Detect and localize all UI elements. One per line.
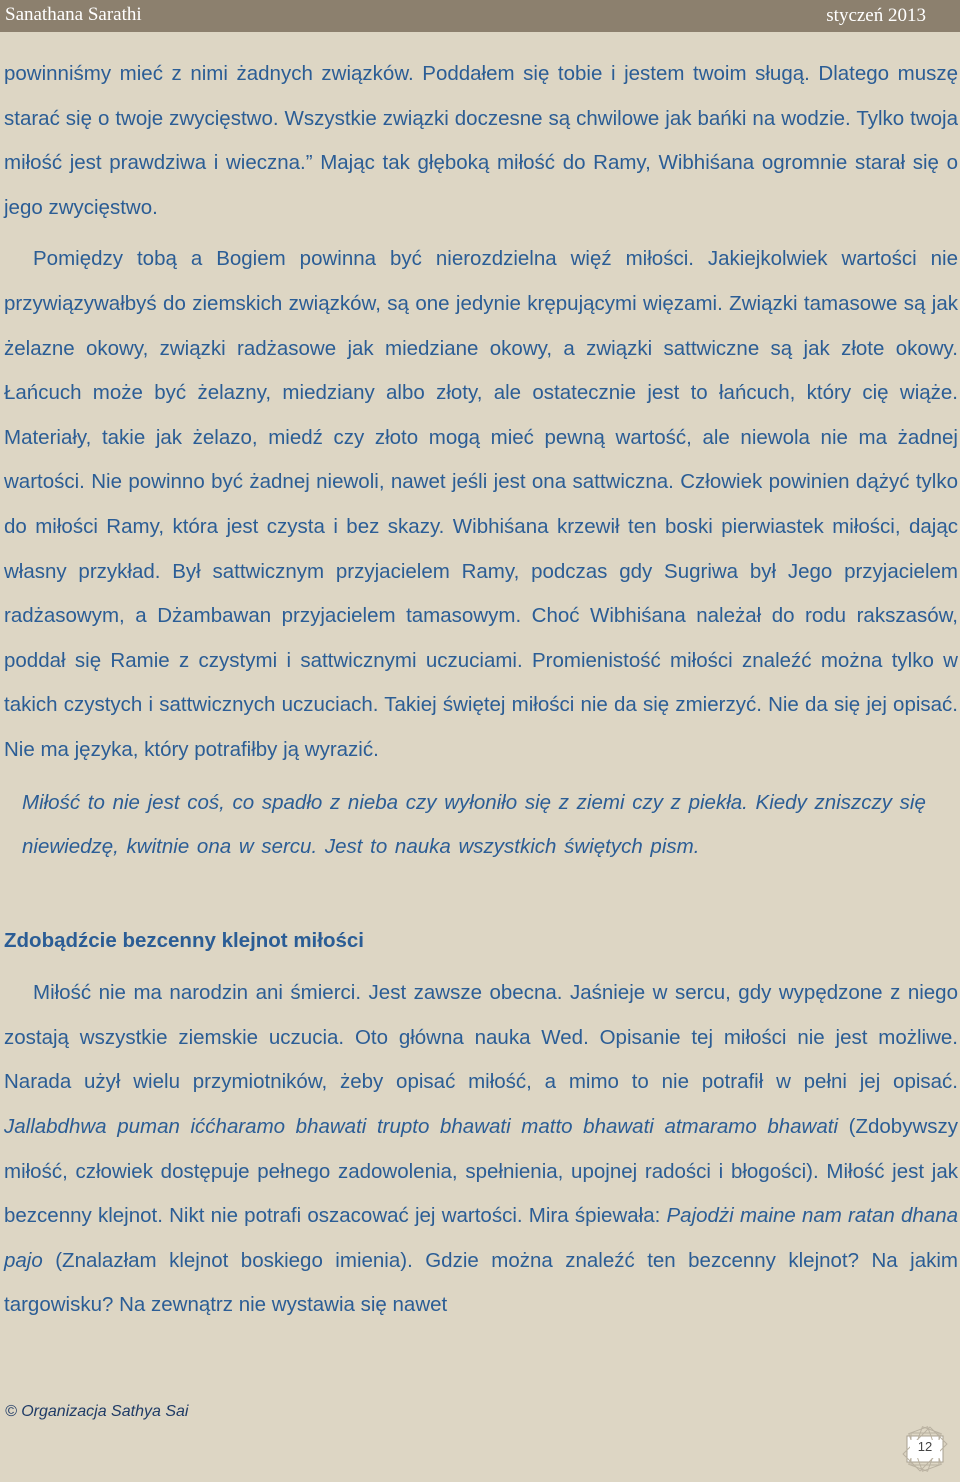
magazine-title: Sanathana Sarathi	[5, 4, 142, 25]
paragraph-3-part-a: Miłość nie ma narodzin ani śmierci. Jest zawsze obecna. Jaśnieje w sercu, gdy wypędzone z niego zostają wszystkie ziemskie uczucia. Oto główna nauka Wed. Opisanie tej miłości nie jest możliwe. Narada użył wielu przymiotników, żeby opisać miłość, a mimo to nie potrafił w pełni jej opisać.	[4, 981, 958, 1094]
quote-line-2: niewiedzę, kwitnie ona w sercu. Jest to nauka wszystkich świętych pism.	[22, 835, 700, 859]
page-header	[0, 0, 960, 32]
copyright-notice: © Organizacja Sathya Sai	[5, 1403, 189, 1420]
paragraph-2: Pomiędzy tobą a Bogiem powinna być nierozdzielna więź miłości. Jakiejkolwiek wartości nie przywiązywałbyś do ziemskich związków, są one jedynie krępującymi więzami. Związki tamasowe są jak żelazne okowy, związki radżasowe jak miedziane okowy, a związki sattwiczne są jak złote okowy. Łańcuch może być żelazny, miedziany albo złoty, ale ostatecznie jest to łańcuch, który cię wiąże. Materiały, takie jak żelazo, miedź czy złoto mogą mieć pewną wartość, ale niewola nie ma żadnej wartości. Nie powinno być żadnej niewoli, nawet jeśli jest ona sattwiczna. Człowiek powinien dążyć tylko do miłości Ramy, która jest czysta i bez skazy. Wibhiśana krzewił ten boski pierwiastek miłości, dając własny przykład. Był sattwicznym przyjacielem Ramy, podczas gdy Sugriwa był Jego przyjacielem radżasowym, a Dżambawan przyjacielem tamasowym. Choć Wibhiśana należał do rodu rakszasów, poddał się Ramie z czystymi i sattwicznymi uczuciami. Promienistość miłości znaleźć można tylko w takich czystych i sattwicznych uczuciach. Takiej świętej miłości nie da się zmierzyć. Nie da się jej opisać. Nie ma języka, który potrafiłby ją wyrazić.	[4, 247, 958, 761]
paragraph-3	[4, 971, 958, 1328]
quote-line-1: Miłość to nie jest coś, co spadło z nieba czy wyłoniło się z ziemi czy z piekła. Kiedy zniszczy się	[22, 790, 926, 814]
paragraph-3-part-c: (Znalazłam klejnot boskiego imienia). Gdzie można znaleźć ten bezcenny klejnot? Na jakim targowisku? Na zewnątrz nie wystawia się nawet	[4, 1248, 958, 1317]
article-body	[4, 52, 958, 1328]
sanskrit-verse: Jallabdhwa puman iććharamo bhawati trupto bhawati matto bhawati atmaramo bhawati	[4, 1115, 839, 1139]
issue-date: styczeń 2013	[826, 5, 926, 26]
paragraph-3-part-b: (Zdobywszy miłość, człowiek dostępuje pełnego zadowolenia, spełnienia, upojnej radości i błogości). Miłość jest jak bezcenny klejnot. Nikt nie potrafi oszacować jej wartości. Mira śpiewała:	[4, 1115, 958, 1228]
page-number-badge	[897, 1424, 953, 1474]
paragraph-1: powinniśmy mieć z nimi żadnych związków. Poddałem się tobie i jestem twoim sługą. Dlatego muszę starać się o twoje zwycięstwo. Wszystkie związki doczesne są chwilowe jak bańki na wodzie. Tylko twoja miłość jest prawdziwa i wieczna.” Mając tak głęboką miłość do Ramy, Wibhiśana ogromnie starał się o jego zwycięstwo.	[4, 62, 958, 219]
poem-quote	[4, 781, 958, 870]
page-number: 12	[917, 1439, 933, 1454]
song-quote: Pajodżi maine nam ratan dhana pajo	[4, 1204, 958, 1272]
section-heading: Zdobądźcie bezcenny klejnot miłości	[4, 928, 364, 952]
